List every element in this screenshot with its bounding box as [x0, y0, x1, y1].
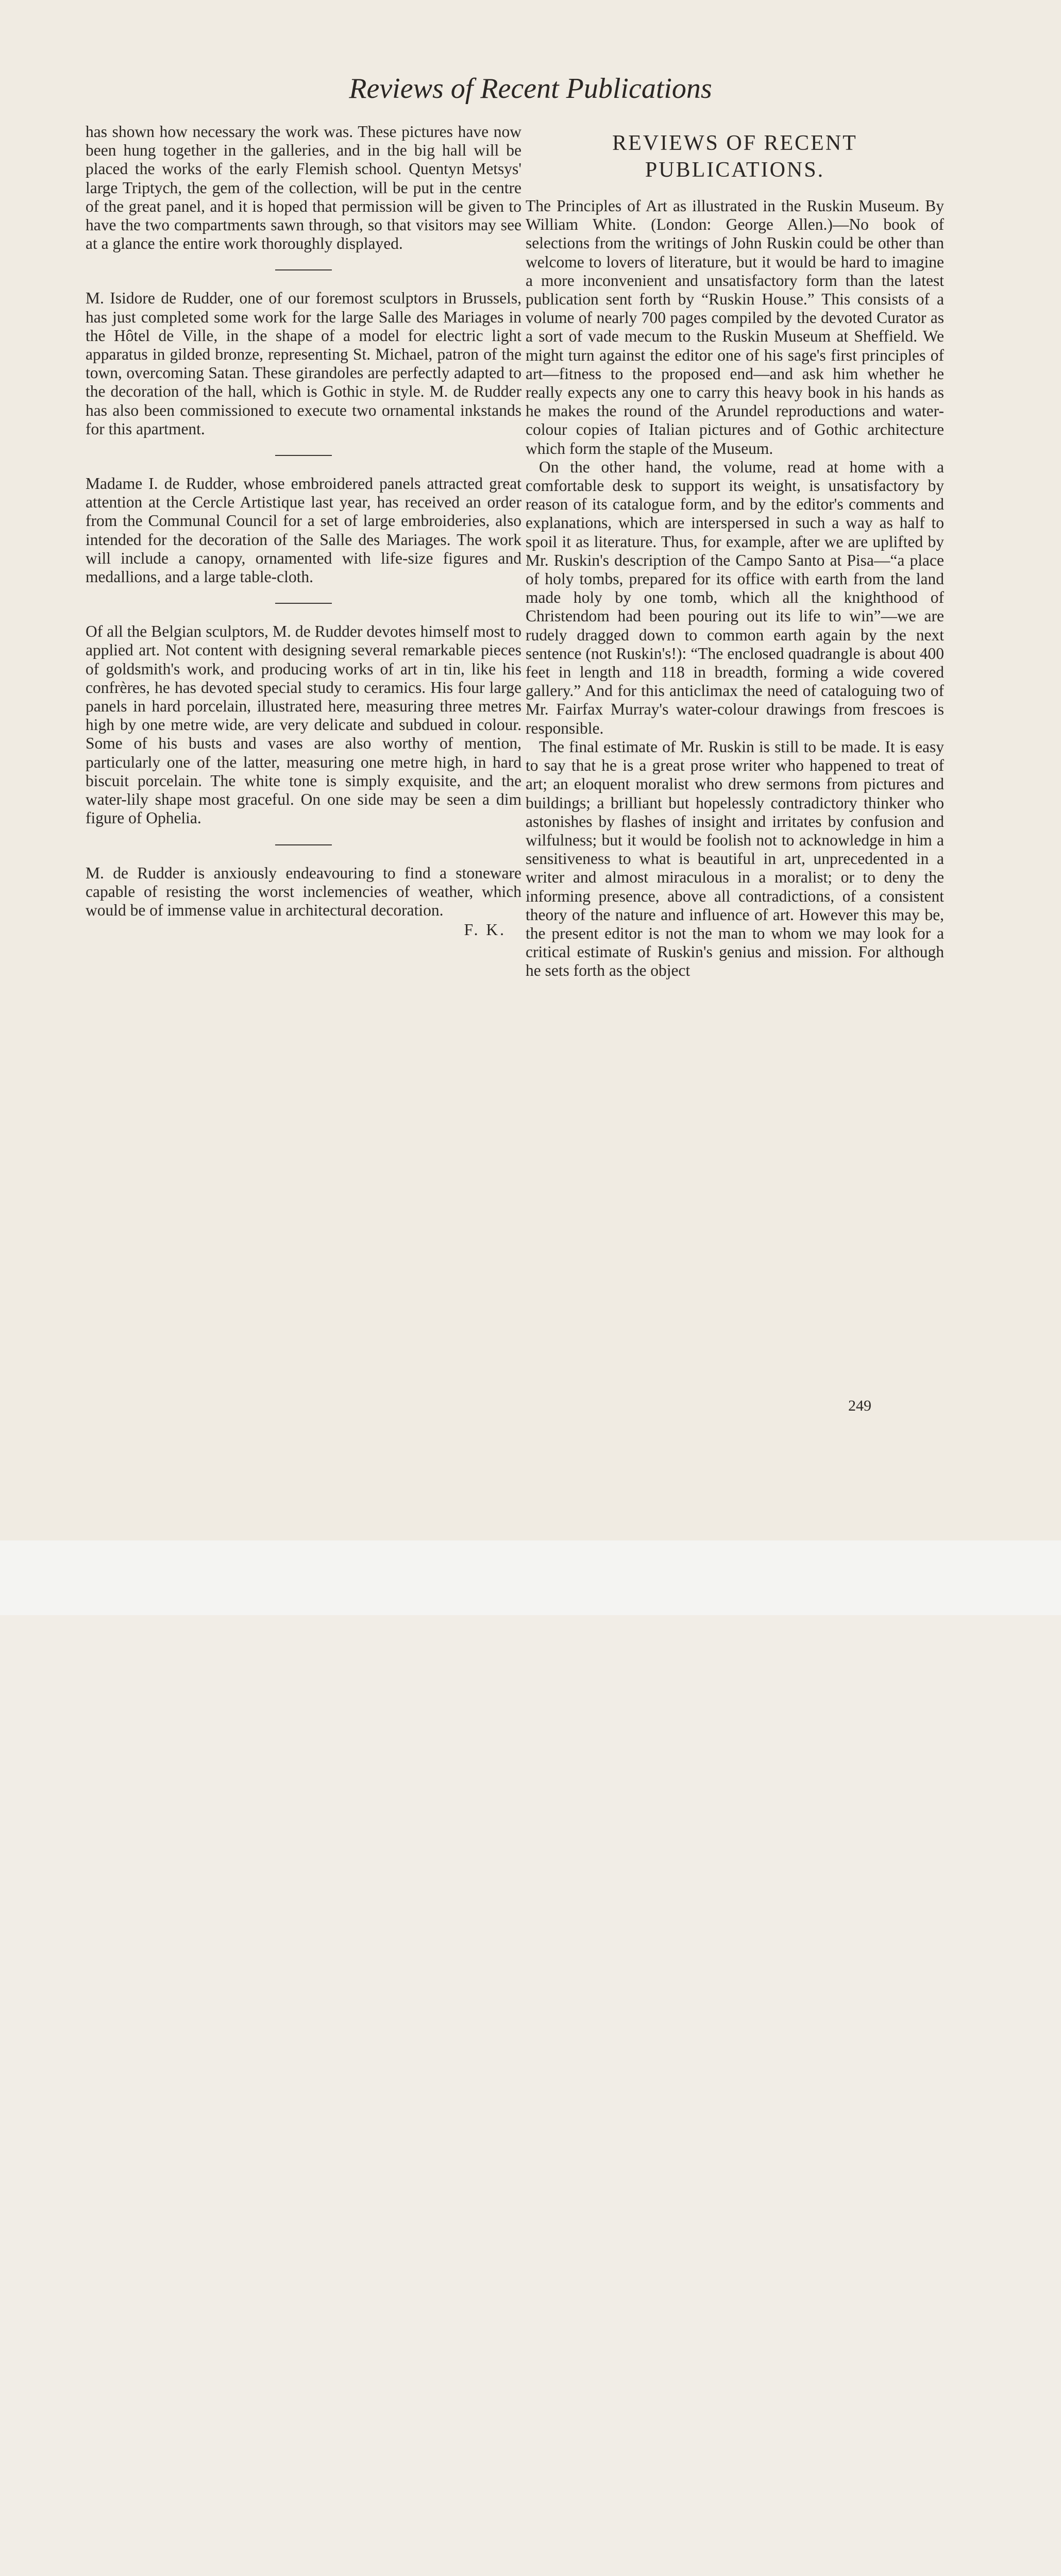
section-heading — [526, 130, 944, 183]
left-column — [86, 123, 521, 939]
paragraph: Of all the Belgian sculptors, M. de Rudder devotes himself most to applied art. Not content with designing several remarkable pieces of goldsmith's work, and producing works of art in tin, like his confrères, he has devoted special study to ceramics. His four large panels in hard porcelain, illustrated here, measuring three metres high by one metre wide, are very delicate and subdued in colour. Some of his busts and vases are also worthy of mention, particularly one of the latter, measuring one metre high, in hard biscuit porcelain. The white tone is simply exquisite, and the water-lily shape most graceful. On one side may be seen a dim figure of Ophelia. — [86, 622, 521, 827]
paragraph: Madame I. de Rudder, whose embroidered panels attracted great attention at the Cercle Artistique last year, has received an order from the Communal Council for a set of large embroideries, also intended for the decoration of the Salle des Mariages. The work will include a canopy, ornamented with life-size figures and medallions, and a large table-cloth. — [86, 474, 521, 586]
section-divider — [275, 455, 332, 456]
right-column — [526, 130, 944, 980]
page-number: 249 — [848, 1397, 871, 1414]
paragraph: M. Isidore de Rudder, one of our foremost sculptors in Brussels, has just completed some work for the large Salle des Mariages in the Hôtel de Ville, in the shape of a model for electric light apparatus in gilded bronze, representing St. Michael, patron of the town, overcoming Satan. These girandoles are perfectly adapted to the decoration of the hall, which is Gothic in style. M. de Rudder has also been commissioned to execute two ornamental inkstands for this apartment. — [86, 289, 521, 438]
paragraph: M. de Rudder is anxiously endeavouring to find a stoneware capable of resisting the worst inclemencies of weather, which would be of immense value in architectural decoration. — [86, 863, 521, 919]
paragraph: The final estimate of Mr. Ruskin is still to be made. It is easy to say that he is a great prose writer who happened to treat of art; an eloquent moralist who drew sermons from pictures and buildings; a brilliant but hopelessly contradictory thinker who astonishes by flashes of insight and irritates by confusion and wilfulness; but it would be foolish not to acknowledge in him a sensitiveness to what is beautiful in art, unprecedented in a writer and almost miraculous in a moralist; or to deny the informing presence, above all contradictions, of a consistent theory of the nature and influence of art. However this may be, the present editor is not the man to whom we may look for a critical estimate of Ruskin's genius and mission. For although he sets forth as the object — [526, 737, 944, 980]
author-signature: F. K. — [464, 921, 506, 939]
section-divider — [275, 603, 332, 604]
paragraph: On the other hand, the volume, read at home with a comfortable desk to support its weight, is unsatisfactory by reason of its catalogue form, and by the editor's comments and explanations, which are interspersed in such a way as half to spoil it as literature. Thus, for example, after we are uplifted by Mr. Ruskin's description of the Campo Santo at Pisa—“a place of holy tombs, prepared for its office with earth from the land made holy by one tomb, which all the knighthood of Christendom had been pouring out its life to win”—we are rudely dragged down to common earth again by the next sentence (not Ruskin's!): “The enclosed quadrangle is about 400 feet in length and 118 in breadth, forming a wide covered gallery.” And for this anticlimax the need of cataloguing two of Mr. Fairfax Murray's water-colour drawings from frescoes is responsible. — [526, 457, 944, 737]
paragraph: The Principles of Art as illustrated in the Ruskin Museum. By William White. (London: George Allen.)—No book of selections from the writings of John Ruskin could be other than welcome to lovers of literature, but it would be hard to imagine a more inconvenient and unsatisfactory form than the latest publication sent forth by “Ruskin House.” This consists of a volume of nearly 700 pages compiled by the devoted Curator as a sort of vade mecum to the Ruskin Museum at Sheffield. We might turn against the editor one of his sage's first principles of art—fitness to the proposed end—and ask him whether he really expects any one to carry this heavy book in his hands as he makes the round of the Arundel reproductions and water-colour copies of Italian pictures and of Gothic architecture which form the staple of the Museum. — [526, 197, 944, 457]
running-head: Reviews of Recent Publications — [349, 73, 712, 105]
section-heading-line: REVIEWS OF RECENT — [612, 131, 857, 155]
paragraph: has shown how necessary the work was. These pictures have now been hung together in the galleries, and in the big hall will be placed the works of the early Flemish school. Quentyn Metsys' large Triptych, the gem of the collection, will be put in the centre of the great panel, and it is hoped that permission will be given to have the two compartments sawn through, so that visitors may see at a glance the entire work thoroughly displayed. — [86, 123, 521, 253]
digitization-footer — [0, 1540, 1061, 1615]
section-heading-line: PUBLICATIONS. — [645, 158, 825, 182]
section-divider — [275, 844, 332, 845]
section-divider — [275, 269, 332, 270]
